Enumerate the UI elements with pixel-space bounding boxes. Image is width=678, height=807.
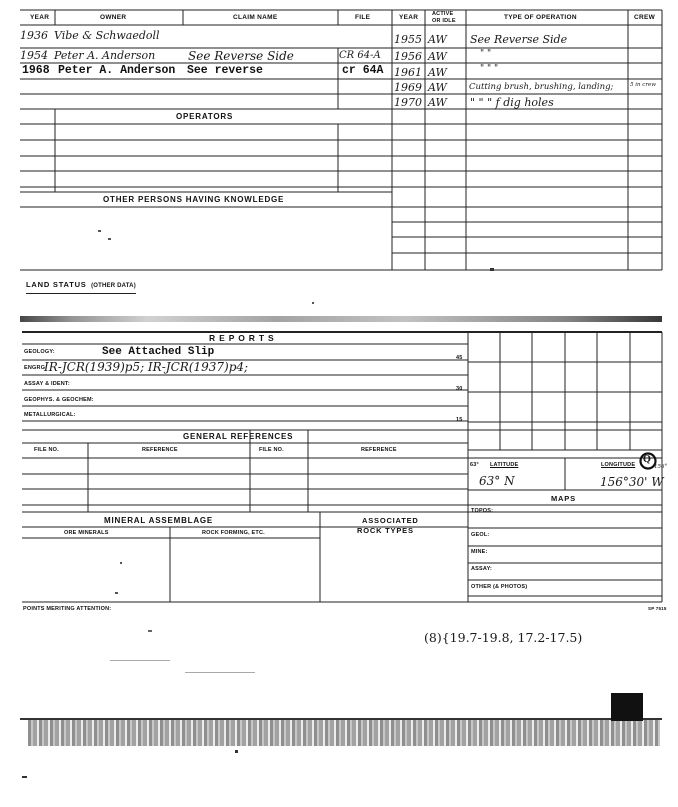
scan-smudge-line: [20, 718, 662, 720]
form-number: SP 7515: [648, 606, 667, 611]
scan-smudge-top: [20, 316, 662, 322]
header-type-of-operation: TYPE OF OPERATION: [504, 14, 577, 21]
scale-30: 30: [456, 386, 463, 392]
longitude-label: LONGITUDE: [601, 462, 636, 468]
mineral-assemblage-title: MINERAL ASSEMBLAGE: [104, 516, 214, 525]
lat-prefix: 63°: [470, 462, 479, 468]
gen-ref-reference-1: REFERENCE: [142, 447, 178, 453]
geophys-label: GEOPHYS. & GEOCHEM:: [24, 397, 94, 403]
geology-value: See Attached Slip: [102, 346, 215, 358]
ops-row-2-year: 1956: [394, 50, 422, 63]
ops-row-3-year: 1961: [394, 66, 422, 79]
maps-label: MAPS: [551, 494, 576, 503]
black-block: [611, 693, 643, 721]
ops-row-5-year: 1970: [394, 96, 422, 109]
owner-row-3-claim: See reverse: [187, 64, 263, 77]
ops-row-1-status: AW: [428, 33, 447, 46]
scale-15: 15: [456, 417, 463, 423]
ops-row-4-type: Cutting brush, brushing, landing;: [469, 82, 614, 92]
speckle-7: [185, 672, 255, 673]
ops-row-3-status: AW: [428, 66, 447, 79]
reports-title: R E P O R T S: [209, 333, 275, 343]
speckle-9: [235, 750, 238, 753]
speckle-10: [22, 776, 27, 778]
engrg-value: IR-JCR(1939)p5; IR-JCR(1937)p4;: [44, 360, 249, 374]
associated-label: ASSOCIATED: [362, 516, 419, 525]
owner-row-2-claim: See Reverse Side: [188, 49, 294, 63]
speckle-6: [110, 660, 170, 661]
rock-forming-label: ROCK FORMING, ETC.: [202, 530, 265, 536]
header-active: ACTIVE: [432, 11, 454, 17]
speckle-11: [490, 268, 494, 271]
ops-row-5-status: AW: [428, 96, 447, 109]
latitude-value: 63° N: [479, 474, 515, 488]
engrg-label: ENGRG:: [24, 365, 48, 371]
speckle-8: [148, 630, 152, 632]
header-claim-name: CLAIM NAME: [233, 14, 278, 21]
circled-mark: Q: [643, 455, 651, 465]
ops-row-4-status: AW: [428, 81, 447, 94]
ops-row-2-type: " ": [480, 49, 492, 59]
points-meriting-attention-label: POINTS MERITING ATTENTION:: [23, 606, 112, 612]
header-crew: CREW: [634, 14, 656, 21]
owner-row-3-year: 1968: [22, 64, 50, 77]
latitude-label: LATITUDE: [490, 462, 519, 468]
handwritten-note: (8){19.7-19.8, 17.2-17.5): [424, 630, 583, 645]
header-file: FILE: [355, 14, 371, 21]
owner-row-2-file: CR 64-A: [339, 50, 381, 61]
maps-assay: ASSAY:: [471, 566, 493, 572]
owner-row-3-owner: Peter A. Anderson: [58, 64, 176, 77]
speckle-3: [312, 302, 314, 304]
land-status-label: LAND STATUS: [26, 280, 87, 289]
ops-row-4-crew: 5 in crew: [630, 82, 656, 88]
ops-row-5-type: " " " f dig holes: [470, 96, 554, 109]
header-owner: OWNER: [100, 14, 127, 21]
speckle-5: [115, 592, 118, 594]
speckle-4: [120, 562, 122, 564]
gen-ref-file-no-1: FILE NO.: [34, 447, 59, 453]
geology-label: GEOLOGY:: [24, 349, 55, 355]
gen-ref-reference-2: REFERENCE: [361, 447, 397, 453]
maps-mine: MINE:: [471, 549, 488, 555]
header-or-idle: OR IDLE: [432, 18, 456, 24]
gen-ref-file-no-2: FILE NO.: [259, 447, 284, 453]
owner-row-1-owner: Vibe & Schwaedoll: [54, 29, 160, 42]
owner-row-1-year: 1936: [20, 29, 48, 42]
metallurgical-label: METALLURGICAL:: [24, 412, 76, 418]
maps-other: OTHER (& PHOTOS): [471, 584, 528, 590]
assay-ident-label: ASSAY & IDENT:: [24, 381, 70, 387]
owner-row-2-owner: Peter A. Anderson: [54, 49, 156, 62]
rock-types-label: ROCK TYPES: [357, 526, 414, 535]
ops-row-1-year: 1955: [394, 33, 422, 46]
operators-title: OPERATORS: [176, 112, 234, 121]
ops-row-3-type: " " ": [480, 64, 499, 74]
land-status-sub: (OTHER DATA): [91, 283, 136, 289]
owner-row-2-year: 1954: [20, 49, 48, 62]
ore-minerals-label: ORE MINERALS: [64, 530, 109, 536]
owner-row-3-file: cr 64A: [342, 64, 384, 77]
ops-row-1-type: See Reverse Side: [470, 33, 568, 46]
scan-smudge-bottom: [28, 720, 660, 746]
general-references-title: GENERAL REFERENCES: [183, 432, 294, 441]
longitude-value: 156°30' W: [600, 475, 664, 489]
lon-suffix: 156°: [654, 464, 668, 470]
ops-row-2-status: AW: [428, 50, 447, 63]
header-year-ops: YEAR: [399, 14, 419, 21]
other-persons-title: OTHER PERSONS HAVING KNOWLEDGE: [103, 195, 285, 204]
scale-45: 45: [456, 355, 463, 361]
land-status-heading: [26, 274, 136, 294]
maps-topos: TOPOS:: [471, 508, 494, 514]
speckle-2: [108, 238, 111, 240]
speckle-1: [98, 230, 101, 232]
maps-geol: GEOL:: [471, 532, 490, 538]
ops-row-4-year: 1969: [394, 81, 422, 94]
header-year: YEAR: [30, 14, 50, 21]
